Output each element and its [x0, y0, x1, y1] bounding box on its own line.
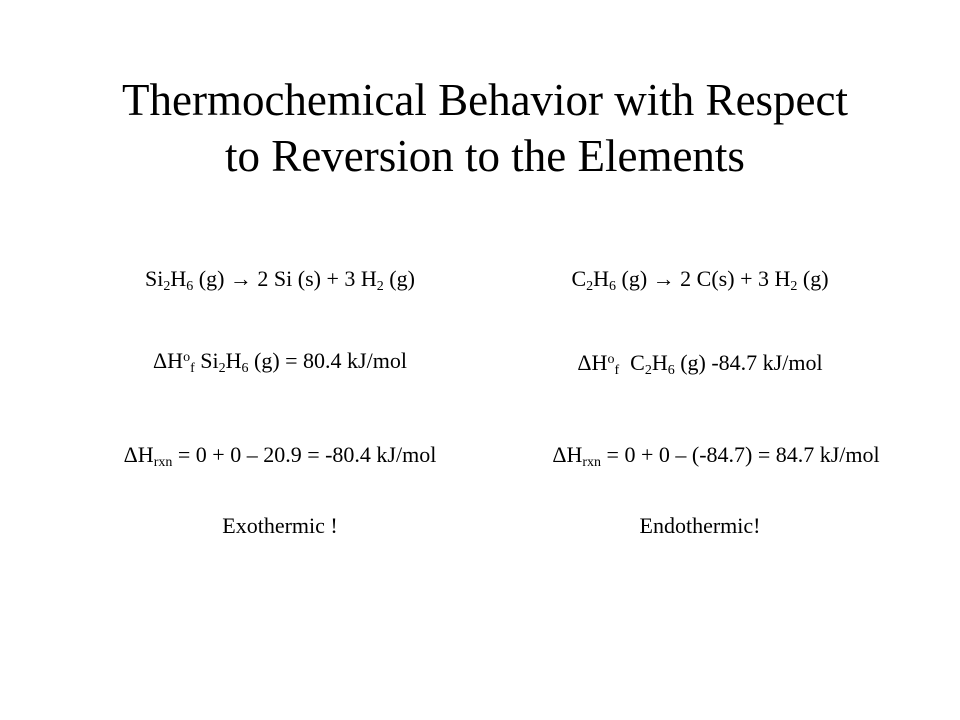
right-formation-value: (g) -84.7 kJ/mol — [674, 350, 823, 375]
left-formation-compound-element: Si — [194, 348, 219, 373]
right-reaction-equation — [480, 266, 920, 292]
right-rxn-subscript: rxn — [582, 455, 602, 470]
slide-title — [0, 72, 960, 184]
left-formation-compound-subscript-2: 6 — [241, 361, 249, 376]
right-enthalpy-formation — [480, 350, 920, 376]
right-reaction-product-subscript: 2 — [790, 279, 798, 294]
slide-title-line-2: to Reversion to the Elements — [225, 131, 745, 181]
right-rxn-delta-h-symbol: ΔH — [552, 442, 583, 467]
right-reaction-product-state: (g) — [797, 266, 829, 291]
right-formation-subscript: f — [614, 363, 620, 378]
left-reaction-reactant-subscript-1: 2 — [163, 279, 171, 294]
left-rxn-value: = 0 + 0 – 20.9 = -80.4 kJ/mol — [172, 442, 437, 467]
right-rxn-value: = 0 + 0 – (-84.7) = 84.7 kJ/mol — [601, 442, 880, 467]
right-formation-compound-element: C — [619, 350, 645, 375]
right-standard-superscript: o — [607, 352, 615, 367]
right-conclusion: Endothermic! — [639, 513, 761, 538]
right-reaction-reactant-subscript-2: 6 — [609, 279, 617, 294]
right-enthalpy-reaction — [496, 442, 936, 468]
left-formation-value: (g) = 80.4 kJ/mol — [248, 348, 407, 373]
right-reaction-reactant-element-2: H — [593, 266, 610, 291]
right-formation-compound-subscript-1: 2 — [644, 363, 652, 378]
left-enthalpy-formation — [0, 348, 560, 374]
left-reaction-products: (g) → 2 Si (s) + 3 H — [193, 266, 377, 291]
left-reaction-product-subscript: 2 — [376, 279, 384, 294]
right-reaction-reactant-subscript-1: 2 — [586, 279, 594, 294]
left-reaction-reactant-element: Si — [145, 266, 164, 291]
left-reaction-product-state: (g) — [383, 266, 415, 291]
left-enthalpy-reaction — [0, 442, 560, 468]
left-delta-h-symbol: ΔH — [153, 348, 184, 373]
slide-title-line-1: Thermochemical Behavior with Respect — [122, 75, 848, 125]
right-formation-compound-subscript-2: 6 — [667, 363, 675, 378]
left-reaction-equation — [0, 266, 560, 292]
left-conclusion: Exothermic ! — [222, 513, 338, 538]
left-formation-subscript: f — [190, 361, 195, 376]
right-formation-compound-element-2: H — [651, 350, 668, 375]
right-reaction-reactant-element: C — [571, 266, 587, 291]
left-rxn-delta-h-symbol: ΔH — [123, 442, 154, 467]
left-formation-compound-subscript-1: 2 — [218, 361, 226, 376]
left-reaction-reactant-element-2: H — [170, 266, 187, 291]
right-delta-h-symbol: ΔH — [577, 350, 608, 375]
left-rxn-subscript: rxn — [153, 455, 173, 470]
left-reaction-reactant-subscript-2: 6 — [186, 279, 194, 294]
left-standard-superscript: o — [183, 350, 191, 365]
right-reaction-products: (g) → 2 C(s) + 3 H — [616, 266, 791, 291]
left-formation-compound-element-2: H — [225, 348, 242, 373]
